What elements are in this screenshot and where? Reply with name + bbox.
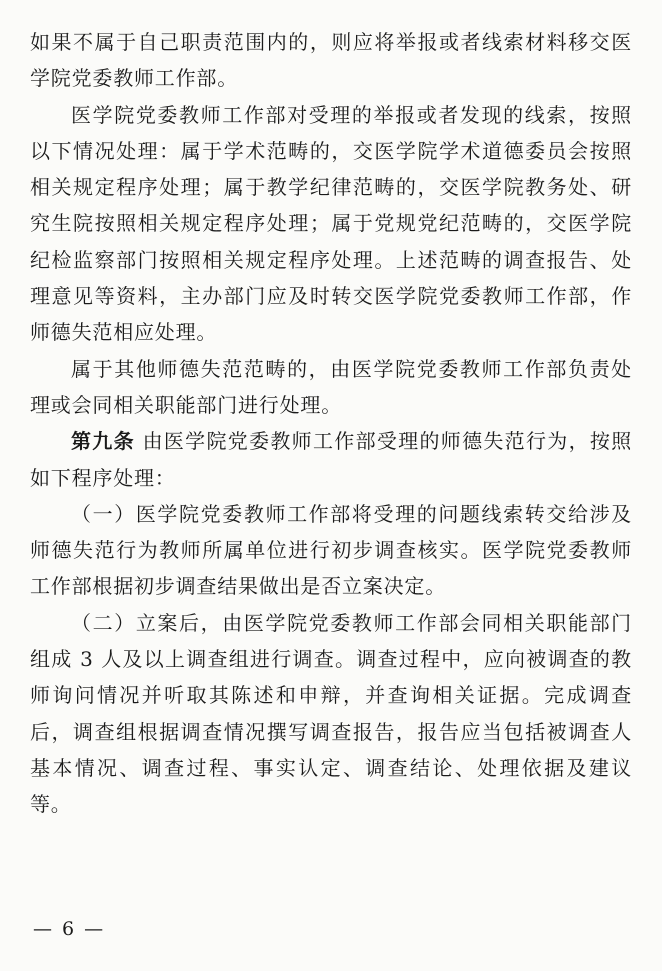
paragraph-other-misconduct: 属于其他师德失范范畴的，由医学院党委教师工作部负责处理或会同相关职能部门进行处理。 <box>30 356 632 417</box>
paragraph-article-nine <box>30 423 632 496</box>
page-number: — 6 — <box>33 918 106 940</box>
article-title: 第九条 <box>71 429 135 454</box>
paragraph-step-two: （二）立案后，由医学院党委教师工作部会同相关职能部门组成 3 人及以上调查组进行调查。调查过程中，应向被调查的教师询问情况并听取其陈述和申辩，并查询相关证据。完成调查后，调查组根据调查情况撰写调查报告，报告应当包括被调查人基本情况、调查过程、事实认定、调查结论、处理依据及建议等。 <box>30 610 632 817</box>
paragraph-step-one: （一）医学院党委教师工作部将受理的问题线索转交给涉及师德失范行为教师所属单位进行初步调查核实。医学院党委教师工作部根据初步调查结果做出是否立案决定。 <box>30 501 632 599</box>
paragraph-continuation: 如果不属于自己职责范围内的，则应将举报或者线索材料移交医学院党委教师工作部。 <box>30 30 632 91</box>
article-body: 由医学院党委教师工作部受理的师德失范行为，按照如下程序处理： <box>30 429 632 490</box>
paragraph-handling-rules: 医学院党委教师工作部对受理的举报或者发现的线索，按照以下情况处理：属于学术范畴的，交医学院学术道德委员会按照相关规定程序处理；属于教学纪律范畴的，交医学院教务处、研究生院按照相关规定程序处理；属于党规党纪范畴的，交医学院纪检监察部门按照相关规定程序处理。上述范畴的调查报告、处理意见等资料，主办部门应及时转交医学院党委教师工作部，作师德失范相应处理。 <box>30 102 632 345</box>
